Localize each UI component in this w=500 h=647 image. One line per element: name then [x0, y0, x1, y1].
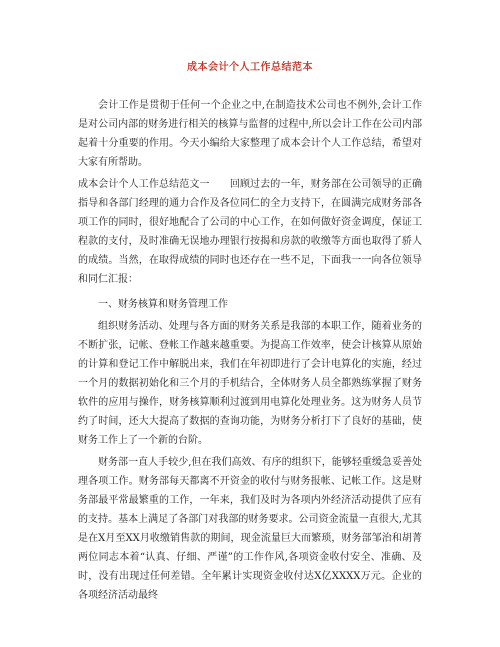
section-heading: 一、财务核算和财务管理工作	[98, 299, 228, 310]
accounting-paragraph: 组织财务活动、处理与各方面的财务关系是我部的本职工作，随着业务的不断扩张，记帐、登帐工作越来越重要。为提高工作效率，使会计核算从原始的计算和登记工作中解脱出来，我们在年初即进行了会计电算化的实施，经过一个月的数据初始化和三个月的手机结合，全体财务人员全都熟练掌握了财务软件的应用与操作，财务核算顺利过渡到用电算化处理业务。这为财务人员节约了时间，还大大提高了数据的查询功能，为财务分析打下了良好的基础，使财务工作上了一个新的台阶。	[78, 321, 422, 446]
intro-paragraph: 会计工作是贯彻于任何一个企业之中,在制造技术公司也不例外,会计工作是对公司内部的财务进行相关的核算与监督的过程中,所以会计工作在公司内部起着十分重要的作用。今天小编给大家整理了成本会计个人工作总结，希望对大家有所帮助。	[78, 100, 422, 168]
document-body	[78, 96, 422, 605]
document-title: 成本会计个人工作总结范本	[187, 62, 313, 73]
sample-one-paragraph: 成本会计个人工作总结范文一 回顾过去的一年，财务部在公司领导的正确指导和各部门经理的通力合作及各位同仁的全力支持下，在圆满完成财务部各项工作的同时，很好地配合了公司的中心工作，在如何做好资金调度，保证工程款的支付，及时准确无误地办理银行按揭和房款的收缴等方面也取得了骄人的成绩。当然，在取得成绩的同时也还存在一些不足，下面我一一向各位领导和同仁汇报：	[78, 179, 422, 285]
staffing-paragraph: 财务部一直人手较少,但在我们高效、有序的组织下，能够轻重缓急妥善处理各项工作。财务部每天都离不开资金的收付与财务报帐、记帐工作。这是财务部最平常最繁重的工作，一年来，我们及时为各项内外经济活动提供了应有的支持。基本上满足了各部门对我部的财务要求。公司资金流量一直很大,尤其是在X月至XX月收缴销售款的期间，现金流量巨大而繁琐，财务部邹治和胡菁两位同志本着“认真、仔细、严谨”的工作作风,各项资金收付安全、准确、及时，没有出现过任何差错。全年累计实现资金收付达X亿XXXX万元。企业的各项经济活动最终	[78, 457, 422, 601]
